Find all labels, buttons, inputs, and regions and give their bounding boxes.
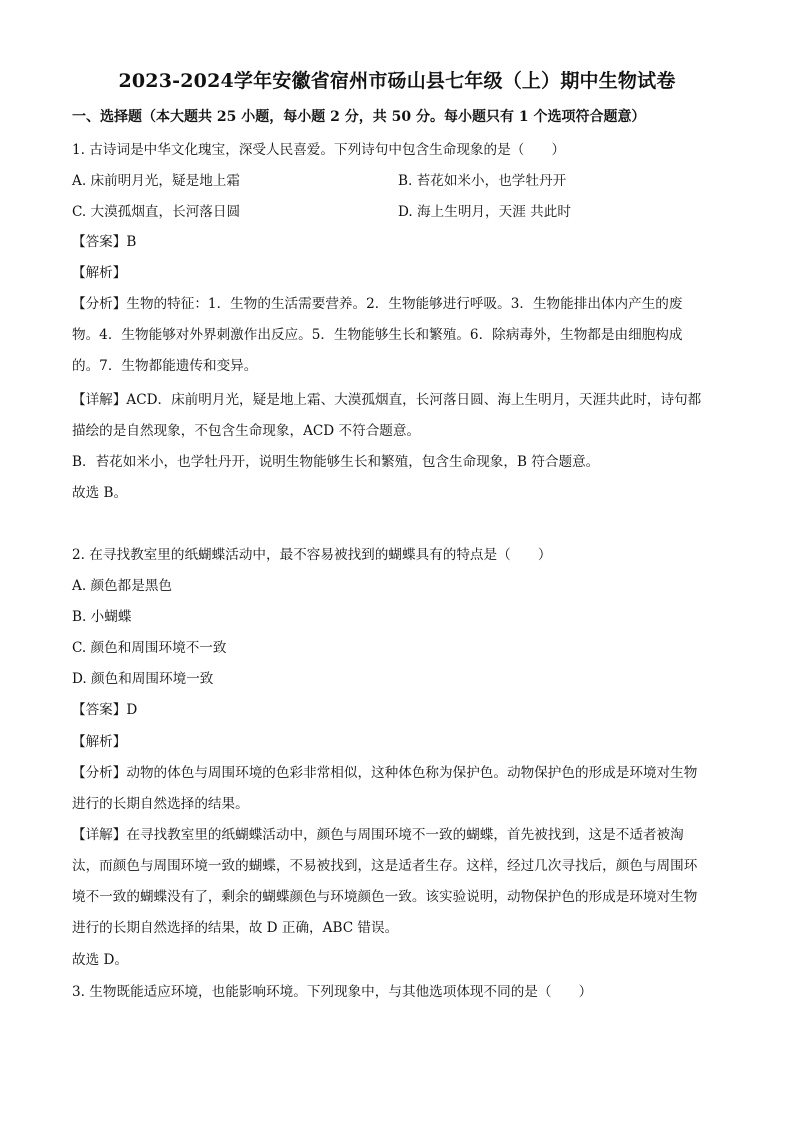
question-2-option-d: D. 颜色和周围环境一致 [72, 671, 214, 687]
question-2-explain-line: 进行的长期自然选择的结果。 [72, 796, 249, 812]
question-2-option-a: A. 颜色都是黑色 [72, 578, 173, 594]
question-2-option-b: B. 小蝴蝶 [72, 609, 132, 625]
section-header: 一、选择题（本大题共 25 小题，每小题 2 分，共 50 分。每小题只有 1 个选项符合题意） [72, 109, 646, 125]
question-1-explain-line: 物。4．生物能够对外界刺激作出反应。5．生物能够生长和繁殖。6．除病毒外，生物都是由细胞构成 [72, 327, 683, 343]
question-3-stem: 3. 生物既能适应环境，也能影响环境。下列现象中，与其他选项体现不同的是（ ） [72, 984, 593, 1000]
question-1-explain-line: B．苔花如米小，也学牡丹开，说明生物能够生长和繁殖，包含生命现象，B 符合题意。 [72, 454, 600, 470]
question-1-analysis-label: 【解析】 [72, 265, 127, 281]
question-1-option-a: A. 床前明月光，疑是地上霜 [72, 173, 240, 189]
question-2-option-c: C. 颜色和周围环境不一致 [72, 640, 227, 656]
question-1-explain-line: 描绘的是自然现象，不包含生命现象，ACD 不符合题意。 [72, 423, 421, 439]
question-1-option-b: B. 苔花如米小，也学牡丹开 [398, 173, 567, 189]
question-2-explain-line: 【分析】动物的体色与周围环境的色彩非常相似，这种体色称为保护色。动物保护色的形成是环境对生物 [72, 765, 698, 781]
question-2-explain-line: 汰，而颜色与周围环境一致的蝴蝶，不易被找到，这是适者生存。这样，经过几次寻找后，颜色与周围环 [72, 858, 698, 874]
question-2-analysis-label: 【解析】 [72, 734, 127, 750]
page-title: 2023-2024学年安徽省宿州市砀山县七年级（上）期中生物试卷 [118, 70, 676, 92]
question-2-stem: 2. 在寻找教室里的纸蝴蝶活动中，最不容易被找到的蝴蝶具有的特点是（ ） [72, 547, 552, 563]
question-1-option-d: D. 海上生明月，天涯 共此时 [398, 204, 571, 220]
question-1-explain-line: 的。7．生物都能遗传和变异。 [72, 358, 258, 374]
question-2-answer: 【答案】D [72, 702, 138, 718]
question-1-stem: 1. 古诗词是中华文化瑰宝，深受人民喜爱。下列诗句中包含生命现象的是（ ） [72, 142, 566, 158]
question-2-explain-line: 【详解】在寻找教室里的纸蝴蝶活动中，颜色与周围环境不一致的蝴蝶，首先被找到，这是不适者被淘 [72, 827, 684, 843]
question-1-option-c: C. 大漠孤烟直，长河落日圆 [72, 204, 241, 220]
question-1-explain-line: 【详解】ACD．床前明月光，疑是地上霜、大漠孤烟直，长河落日圆、海上生明月，天涯共此时，诗句都 [72, 392, 702, 408]
question-2-explain-line: 进行的长期自然选择的结果，故 D 正确，ABC 错误。 [72, 920, 399, 936]
question-1-explain-line: 【分析】生物的特征：1．生物的生活需要营养。2．生物能够进行呼吸。3．生物能排出体内产生的废 [72, 296, 683, 312]
question-2-explain-line: 境不一致的蝴蝶没有了，剩余的蝴蝶颜色与环境颜色一致。该实验说明，动物保护色的形成是环境对生物 [72, 889, 698, 905]
question-1-answer: 【答案】B [72, 234, 137, 250]
question-2-explain-line: 故选 D。 [72, 952, 129, 968]
question-1-explain-line: 故选 B。 [72, 485, 128, 501]
